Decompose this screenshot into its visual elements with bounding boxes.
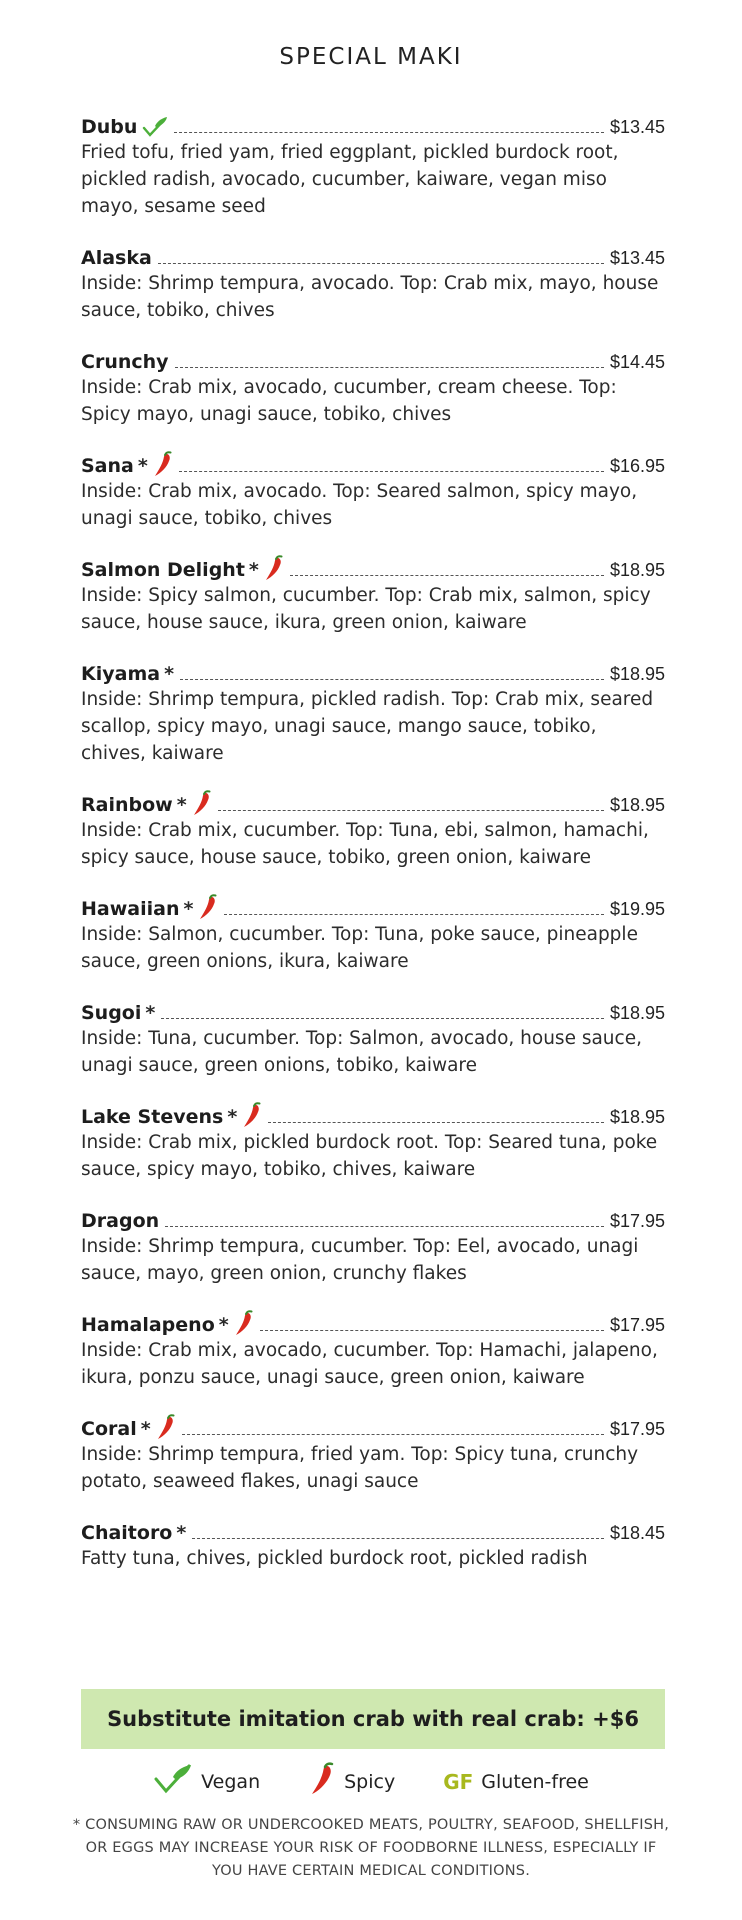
menu-item-name: Crunchy: [81, 351, 169, 373]
menu-item: [81, 243, 665, 324]
dotted-leader: [290, 575, 604, 576]
raw-warning-asterisk: *: [140, 1418, 151, 1440]
menu-item-header: [81, 659, 665, 685]
chili-pepper-icon: [308, 1762, 336, 1801]
menu-item-name: Lake Stevens: [81, 1106, 224, 1128]
menu-item-marks: [141, 1002, 155, 1024]
menu-item-price: $18.95: [609, 1003, 665, 1023]
menu-item-price: $18.95: [609, 1107, 665, 1127]
menu-item-marks: [223, 1102, 262, 1128]
menu-item-name: Hawaiian: [81, 898, 180, 920]
raw-warning-asterisk: *: [137, 455, 148, 477]
menu-item-header: [81, 1102, 665, 1128]
menu-item: [81, 451, 665, 532]
menu-item-header: [81, 112, 665, 138]
menu-item-description: Fatty tuna, chives, pickled burdock root, pickled radish: [81, 1548, 588, 1569]
menu-item-header: [81, 451, 665, 477]
menu-item-description: Fried tofu, fried yam, fried eggplant, pickled burdock root, pickled radish, avocado, cucumber, kaiware, vegan miso mayo, sesame seed: [81, 142, 619, 217]
menu-item-description: Inside: Crab mix, pickled burdock root. Top: Seared tuna, poke sauce, spicy mayo, tobiko, chives, kaiware: [81, 1132, 658, 1180]
menu-item-name: Dragon: [81, 1210, 160, 1232]
menu-item-description: Inside: Shrimp tempura, cucumber. Top: Eel, avocado, unagi sauce, mayo, green onion, crunchy flakes: [81, 1236, 639, 1284]
menu-item-description: Inside: Crab mix, avocado, cucumber. Top: Hamachi, jalapeno, ikura, ponzu sauce, unagi sauce, green onion, kaiware: [81, 1340, 658, 1388]
chili-pepper-icon: [192, 790, 212, 816]
legend-vegan-label: Vegan: [201, 1770, 261, 1793]
menu-item-header: [81, 243, 665, 269]
menu-item-header: [81, 347, 665, 373]
legend-spicy-label: Spicy: [344, 1770, 396, 1793]
dotted-leader: [180, 679, 604, 680]
gf-mark: GF: [443, 1769, 474, 1794]
menu-item-description: Inside: Salmon, cucumber. Top: Tuna, poke sauce, pineapple sauce, green onions, ikura, kaiware: [81, 924, 638, 972]
menu-item-header: [81, 1414, 665, 1440]
menu-item-header: [81, 894, 665, 920]
menu-item-price: $19.95: [609, 899, 665, 919]
menu-item: [81, 1102, 665, 1183]
raw-warning-asterisk: *: [248, 559, 259, 581]
menu-item-description: Inside: Crab mix, avocado, cucumber, cream cheese. Top: Spicy mayo, unagi sauce, tobiko, chives: [81, 377, 617, 425]
menu-item-description: Inside: Shrimp tempura, fried yam. Top: Spicy tuna, crunchy potato, seaweed flakes, unagi sauce: [81, 1444, 639, 1492]
menu-item-name: Sugoi: [81, 1002, 142, 1024]
menu-item-price: $16.95: [609, 456, 665, 476]
menu-item-header: [81, 1518, 665, 1544]
dotted-leader: [268, 1122, 604, 1123]
menu-item-description: Inside: Crab mix, cucumber. Top: Tuna, ebi, salmon, hamachi, spicy sauce, house sauce, tobiko, green onion, kaiware: [81, 820, 649, 868]
menu-item-price: $18.95: [609, 795, 665, 815]
chili-pepper-icon: [156, 1414, 176, 1440]
raw-warning-asterisk: *: [164, 663, 174, 685]
menu-item-price: $13.45: [609, 117, 665, 137]
legend: [0, 1762, 742, 1801]
menu-item: [81, 112, 665, 220]
legend-gluten-free: [443, 1770, 589, 1794]
menu-item-header: [81, 555, 665, 581]
menu-item: [81, 894, 665, 975]
legend-spicy: [308, 1762, 395, 1801]
menu-item-name: Hamalapeno: [81, 1314, 215, 1336]
menu-item: [81, 1414, 665, 1495]
dotted-leader: [174, 132, 604, 133]
menu-item-price: $14.45: [609, 352, 665, 372]
menu-item: [81, 1518, 665, 1572]
section-title: SPECIAL MAKI: [279, 44, 463, 70]
menu-item: [81, 347, 665, 428]
chili-pepper-icon: [153, 451, 173, 477]
menu-item-header: [81, 1206, 665, 1232]
menu-item-name: Salmon Delight: [81, 559, 245, 581]
menu-item-name: Sana: [81, 455, 134, 477]
chili-pepper-icon: [242, 1102, 262, 1128]
menu-item-price: $17.95: [609, 1419, 665, 1439]
menu-item-marks: [179, 894, 218, 920]
raw-warning-asterisk: *: [176, 1522, 187, 1544]
menu-item-price: $13.45: [609, 248, 665, 268]
menu-item: [81, 998, 665, 1079]
menu-item-marks: [172, 1522, 186, 1544]
dotted-leader: [218, 810, 604, 811]
menu-item-price: $18.95: [609, 664, 665, 684]
dotted-leader: [192, 1538, 604, 1539]
menu-item-marks: [245, 555, 284, 581]
menu-item-name: Dubu: [81, 116, 138, 138]
raw-warning-asterisk: *: [145, 1002, 156, 1024]
menu-item-marks: [137, 1414, 176, 1440]
chili-pepper-icon: [264, 555, 284, 581]
crab-substitute-banner: [81, 1689, 665, 1749]
menu-item-price: $17.95: [609, 1211, 665, 1231]
menu-item-name: Chaitoro: [81, 1522, 173, 1544]
dotted-leader: [165, 1226, 604, 1227]
menu-item: [81, 659, 665, 767]
disclaimer: * CONSUMING RAW OR UNDERCOOKED MEATS, POULTRY, SEAFOOD, SHELLFISH, OR EGGS MAY INCREASE YOUR RISK OF FOODBORNE ILLNESS, ESPECIALLY IF YOU HAVE CERTAIN MEDICAL CONDITIONS.: [72, 1817, 670, 1879]
menu-item-marks: [160, 663, 174, 685]
chili-pepper-icon: [234, 1310, 254, 1336]
legend-gf-label: Gluten-free: [481, 1770, 589, 1793]
menu-item-marks: [134, 451, 173, 477]
menu-item-header: [81, 790, 665, 816]
raw-warning-asterisk: *: [176, 794, 187, 816]
dotted-leader: [260, 1330, 604, 1331]
chili-pepper-icon: [198, 894, 218, 920]
menu-item-name: Kiyama: [81, 663, 161, 685]
leaf-check-icon: [153, 1763, 193, 1800]
menu-item-header: [81, 998, 665, 1024]
menu-item-description: Inside: Shrimp tempura, pickled radish. Top: Crab mix, seared scallop, spicy mayo, unagi sauce, mango sauce, tobiko, chives, kaiware: [81, 689, 654, 764]
dotted-leader: [182, 1434, 604, 1435]
menu-item: [81, 1310, 665, 1391]
vegan-icon: [142, 116, 168, 138]
menu-item-header: [81, 1310, 665, 1336]
menu-item-price: $18.95: [609, 560, 665, 580]
menu-item-marks: [137, 116, 168, 138]
raw-warning-asterisk: *: [227, 1106, 238, 1128]
menu-item-marks: [215, 1310, 254, 1336]
raw-warning-asterisk: *: [218, 1314, 229, 1336]
menu-item-name: Rainbow: [81, 794, 173, 816]
legend-vegan: [153, 1763, 260, 1800]
dotted-leader: [175, 367, 604, 368]
menu-item: [81, 1206, 665, 1287]
menu-item-price: $17.95: [609, 1315, 665, 1335]
dotted-leader: [158, 263, 604, 264]
menu-item-description: Inside: Spicy salmon, cucumber. Top: Crab mix, salmon, spicy sauce, house sauce, ikura, green onion, kaiware: [81, 585, 651, 633]
menu-item-description: Inside: Tuna, cucumber. Top: Salmon, avocado, house sauce, unagi sauce, green onions, tobiko, kaiware: [81, 1028, 642, 1076]
menu-item-description: Inside: Shrimp tempura, avocado. Top: Crab mix, mayo, house sauce, tobiko, chives: [81, 273, 659, 321]
menu-item: [81, 790, 665, 871]
menu-item: [81, 555, 665, 636]
menu-item-price: $18.45: [609, 1523, 665, 1543]
menu-item-marks: [173, 790, 212, 816]
banner-text: Substitute imitation crab with real crab: +$6: [107, 1707, 639, 1731]
dotted-leader: [179, 471, 604, 472]
raw-warning-asterisk: *: [183, 898, 194, 920]
dotted-leader: [224, 914, 604, 915]
menu-item-description: Inside: Crab mix, avocado. Top: Seared salmon, spicy mayo, unagi sauce, tobiko, chives: [81, 481, 638, 529]
menu-item-name: Alaska: [81, 247, 152, 269]
dotted-leader: [161, 1018, 604, 1019]
menu-item-name: Coral: [81, 1418, 137, 1440]
menu-list: [81, 112, 665, 1595]
